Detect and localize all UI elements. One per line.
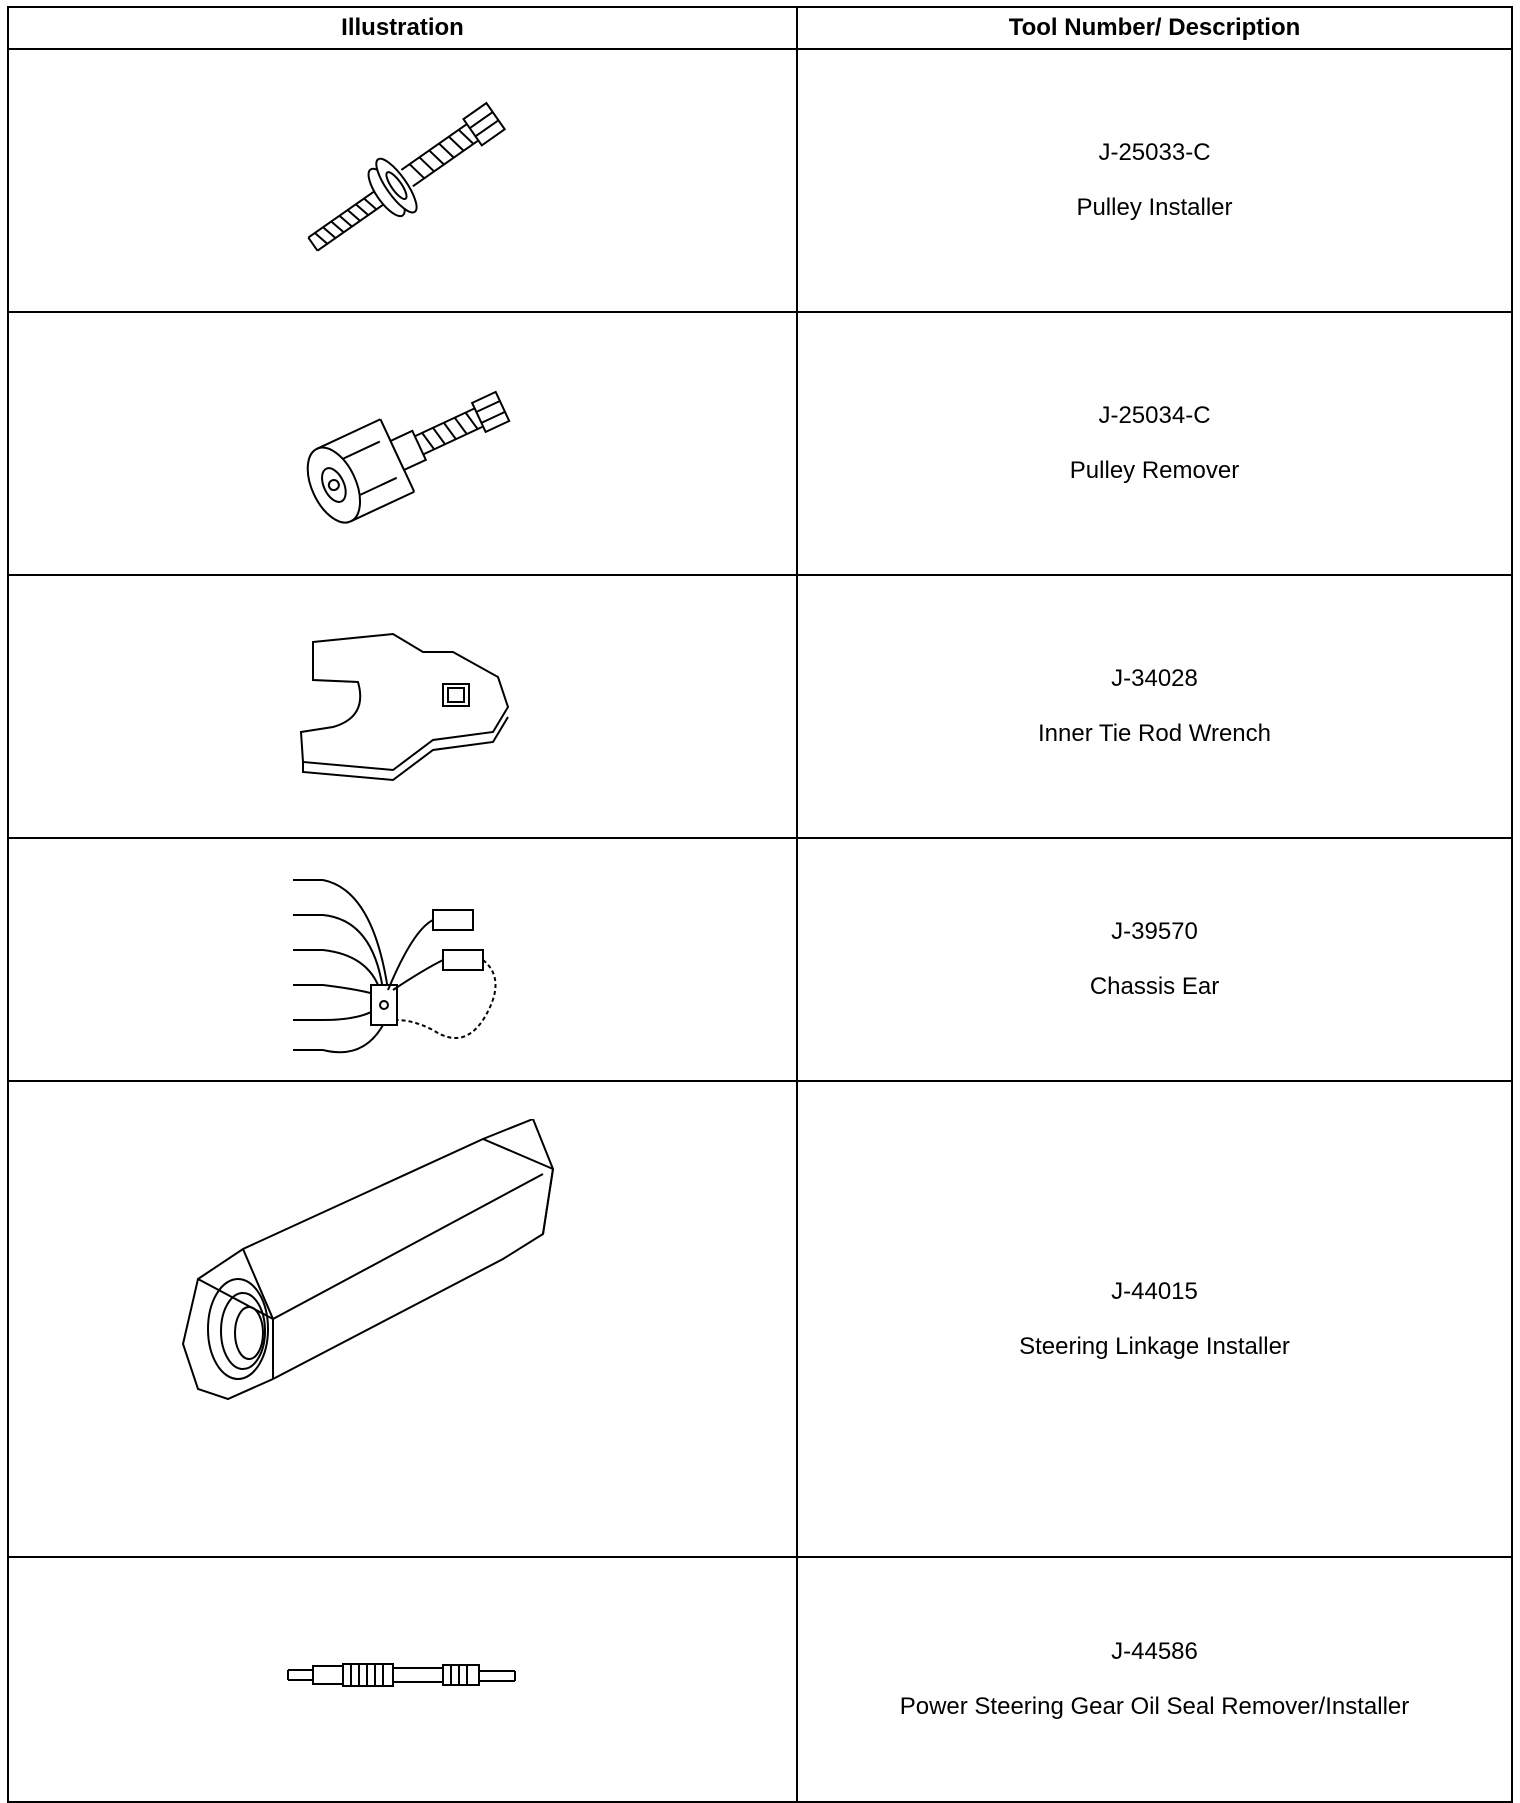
- illustration-cell: [8, 838, 797, 1081]
- pulley-remover-icon: [283, 364, 523, 524]
- tool-name: Chassis Ear: [1089, 973, 1220, 1000]
- tie-rod-wrench-icon: [273, 622, 533, 792]
- tool-number: J-25033-C: [1098, 139, 1211, 166]
- tool-number: J-44015: [1111, 1277, 1198, 1305]
- table-header-row: [8, 7, 1512, 49]
- illustration-cell: [8, 1081, 797, 1557]
- illustration-cell: [8, 575, 797, 838]
- tool-number: J-34028: [1111, 665, 1198, 692]
- illustration-cell: [8, 1557, 797, 1802]
- tool-description-cell: [797, 838, 1512, 1081]
- table-row: [8, 838, 1512, 1081]
- illustration-cell: [8, 49, 797, 312]
- tool-name: Power Steering Gear Oil Seal Remover/Installer: [899, 1693, 1410, 1720]
- tool-number: J-44586: [1111, 1638, 1198, 1665]
- tool-description-cell: [797, 312, 1512, 575]
- hex-socket-icon: [163, 1119, 643, 1519]
- pulley-installer-icon: [283, 101, 523, 261]
- seal-tool-icon: [283, 1650, 523, 1710]
- tool-name: Inner Tie Rod Wrench: [1037, 720, 1271, 747]
- table-row: [8, 312, 1512, 575]
- special-tools-table: [7, 6, 1513, 1803]
- illustration-cell: [8, 312, 797, 575]
- tool-name: Steering Linkage Installer: [1019, 1332, 1290, 1360]
- header-illustration: Illustration: [8, 7, 797, 49]
- tool-name: Pulley Installer: [1076, 194, 1233, 221]
- chassis-ear-icon: [283, 860, 523, 1060]
- tool-description-cell: [797, 1081, 1512, 1557]
- table-row: [8, 575, 1512, 838]
- table-row: [8, 1557, 1512, 1802]
- header-tool-description: Tool Number/ Description: [797, 7, 1512, 49]
- tool-number: J-25034-C: [1098, 402, 1211, 429]
- table-row: [8, 49, 1512, 312]
- tool-description-cell: [797, 1557, 1512, 1802]
- tool-name: Pulley Remover: [1069, 457, 1240, 484]
- tool-description-cell: [797, 575, 1512, 838]
- tool-number: J-39570: [1111, 918, 1198, 945]
- tool-description-cell: [797, 49, 1512, 312]
- table-row: [8, 1081, 1512, 1557]
